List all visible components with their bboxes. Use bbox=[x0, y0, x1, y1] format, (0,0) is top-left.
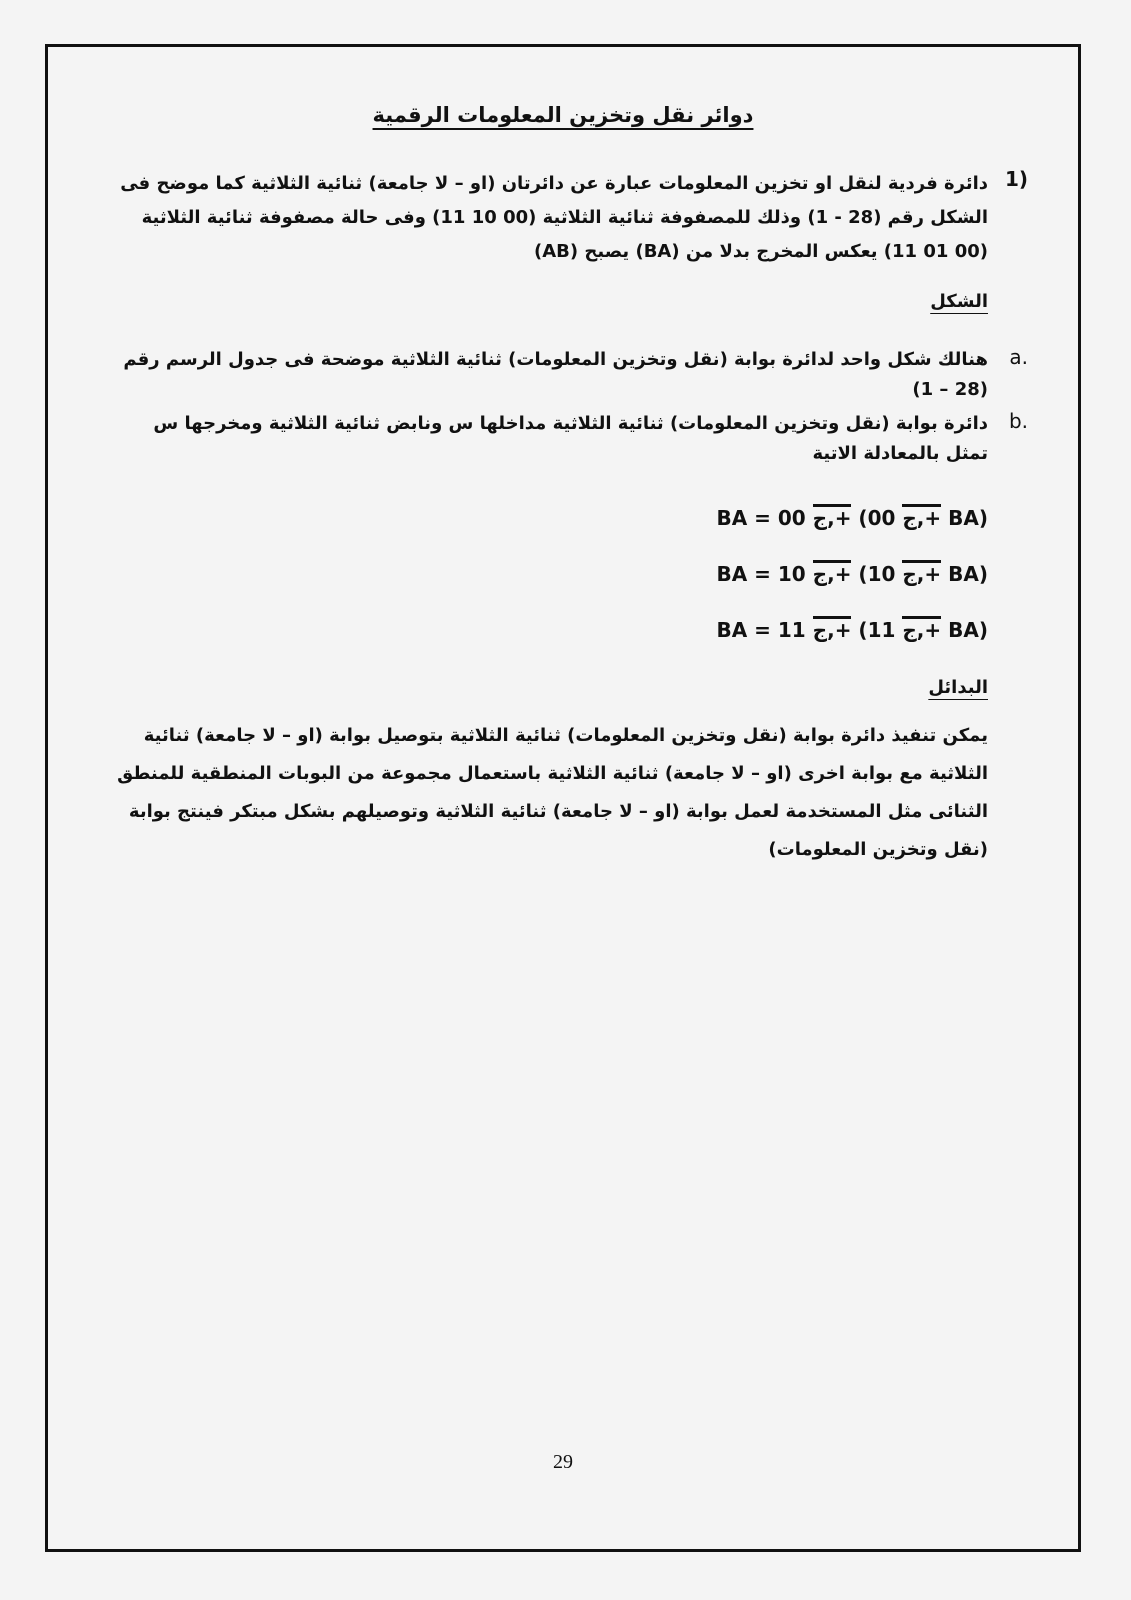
equation-operator: ج,+ bbox=[812, 506, 852, 530]
equation-lhs: BA = 00 bbox=[716, 506, 806, 530]
equation-rhs: BA) bbox=[948, 618, 988, 642]
equation-lhs: BA = 10 bbox=[716, 562, 806, 586]
equation-mid: (11 bbox=[858, 618, 896, 642]
sub-item-a-line: هنالك شكل واحد لدائرة بوابة (نقل وتخزين المعلومات) ثنائية الثلاثية موضحة فى جدول الرسم رقم bbox=[123, 349, 988, 370]
equation-mid: (00 bbox=[858, 506, 896, 530]
equation-2 bbox=[716, 557, 988, 591]
equation-lhs: BA = 11 bbox=[716, 618, 806, 642]
equation-rhs: BA) bbox=[948, 506, 988, 530]
sub-item-b-marker: b. bbox=[1008, 409, 1028, 433]
equation-operator: ج,+ bbox=[812, 562, 852, 586]
equation-rhs: BA) bbox=[948, 562, 988, 586]
sub-item-b-line: دائرة بوابة (نقل وتخزين المعلومات) ثنائية الثلاثية مداخلها س ونابض ثنائية الثلاثية ومخرجها س bbox=[153, 413, 988, 434]
alternatives-line: الثلاثية مع بوابة اخرى (او – لا جامعة) ثنائية الثلاثية باستعمال مجموعة من البوبات المنطقية للمنطق bbox=[117, 763, 988, 784]
alternatives-line: يمكن تنفيذ دائرة بوابة (نقل وتخزين المعلومات) ثنائية الثلاثية بتوصيل بوابة (او – لا جامعة) ثنائية bbox=[143, 725, 988, 746]
item-1-number: 1) bbox=[1004, 167, 1028, 191]
alternatives-line: الثنائى مثل المستخدمة لعمل بوابة (او – لا جامعة) ثنائية الثلاثية وتوصيلهم بشكل مبتكر فينتج بوابة bbox=[128, 801, 988, 822]
item-1-line: دائرة فردية لنقل او تخزين المعلومات عبارة عن دائرتان (او – لا جامعة) ثنائية الثلاثية كما موضح فى bbox=[120, 173, 988, 194]
equation-operator: ج,+ bbox=[902, 562, 942, 586]
equation-1 bbox=[716, 501, 988, 535]
equation-mid: (10 bbox=[858, 562, 896, 586]
equation-operator: ج,+ bbox=[812, 618, 852, 642]
sub-item-b bbox=[128, 409, 1028, 469]
item-1-paragraph bbox=[108, 167, 1028, 269]
alternatives-heading: البدائل bbox=[928, 677, 988, 698]
equation-operator: ج,+ bbox=[902, 618, 942, 642]
equation-operator: ج,+ bbox=[902, 506, 942, 530]
sub-item-b-line: تمثل بالمعادلة الاتية bbox=[812, 443, 988, 464]
shape-heading: الشكل bbox=[930, 291, 988, 312]
item-1-line: الشكل رقم (28 - 1) وذلك للمصفوفة ثنائية الثلاثية (00 10 11) وفى حالة مصفوفة ثنائية الثلاثية bbox=[141, 207, 988, 228]
sub-item-a bbox=[123, 345, 1028, 405]
sub-item-a-line: (28 – 1) bbox=[912, 379, 988, 400]
sub-item-a-marker: a. bbox=[1009, 345, 1028, 369]
alternatives-paragraph bbox=[108, 717, 988, 869]
alternatives-line: (نقل وتخزين المعلومات) bbox=[768, 839, 988, 860]
item-1-line: (00 01 11) يعكس المخرج بدلا من (BA) يصبح (AB) bbox=[533, 241, 988, 262]
page-frame bbox=[45, 44, 1081, 1552]
equation-3 bbox=[716, 613, 988, 647]
page-number: 29 bbox=[553, 1451, 573, 1473]
document-title: دوائر نقل وتخزين المعلومات الرقمية bbox=[372, 103, 754, 127]
